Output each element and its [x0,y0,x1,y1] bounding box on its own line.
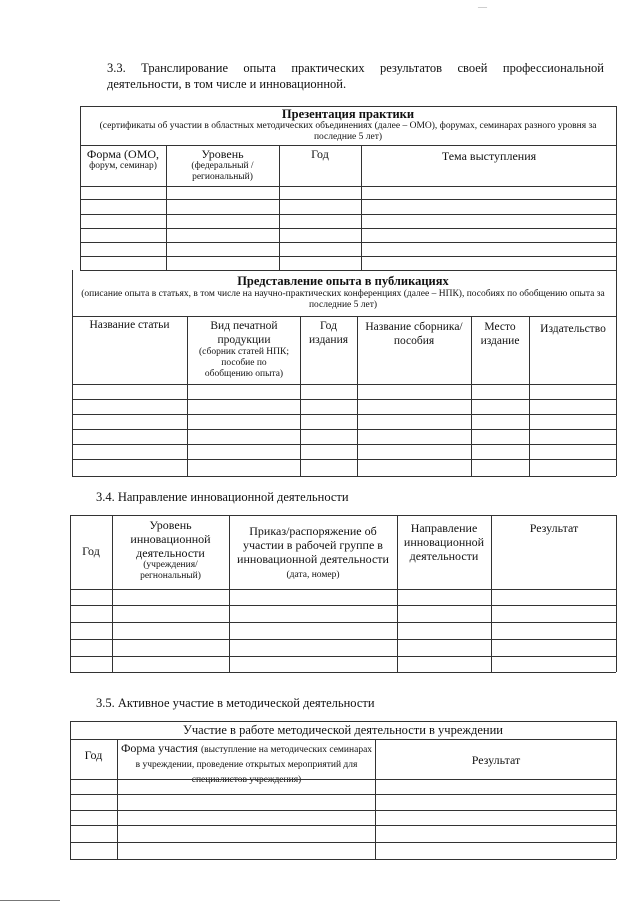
table4-title: Участие в работе методической деятельности в учреждении [182,723,503,737]
table1-header-form: Форма (ОМО, форум, семинар) [86,147,160,171]
table3-header-result: Результат [529,521,579,535]
footnote-rule [0,900,60,901]
table2-header-collection: Название сборника/пособия [365,321,463,347]
table4-header-form: Форма участия (выступление на методических семинарах в учреждении, проведение открытых мероприятий для специалистов учреждения) [120,741,373,785]
table3-header-level: Уровень инновационной деятельности (учреждения/ регнональный) [130,518,211,581]
table4-header-result: Результат [471,753,521,767]
table1-header-topic: Тема выступления [441,149,537,163]
page-marker: — [478,2,487,12]
table4-header-year: Год [84,748,103,762]
table2-header-kind: Вид печатной продукции (сборник статей НПК; пособие по обобщению опыта) [199,320,289,379]
table2-header-year: Год издания [308,320,349,346]
table1-title: Презентация практики [281,107,415,121]
table3-header-order: Приказ/распоряжение об участии в рабочей группе в инновационной деятельности (дата, номер) [237,524,389,580]
section-3-3-text: 3.3. Транслирование опыта практических результатов своей профессиональной деятельности, в том числе и инновационной. [107,61,604,91]
section-3-5-title: 3.5. Активное участие в методической деятельности [96,696,375,710]
table2-subtitle: (описание опыта в статьях, в том числе на научно-практических конференциях (далее – НПК), пособиях по обобщению опыта за последние 5 лет) [81,289,605,310]
table2-title: Представление опыта в публикациях [237,274,449,288]
table3-header-year: Год [82,544,100,558]
table3-header-direction: Направление инновационной деятельности [403,521,485,563]
table2-header-article: Название статьи [89,319,170,331]
table1-header-level: Уровень (федеральный /региональный) [191,147,254,182]
section-3-4-title: 3.4. Направление инновационной деятельности [96,490,349,504]
table1-header-year: Год [311,147,329,161]
table1-subtitle: (сертификаты об участии в областных методических объединениях (далее – ОМО), форумах, семинарах разного уровня за последние 5 лет) [99,121,597,142]
table2-header-publisher: Издательство [540,323,606,335]
table2-header-place: Место издание [480,321,520,347]
